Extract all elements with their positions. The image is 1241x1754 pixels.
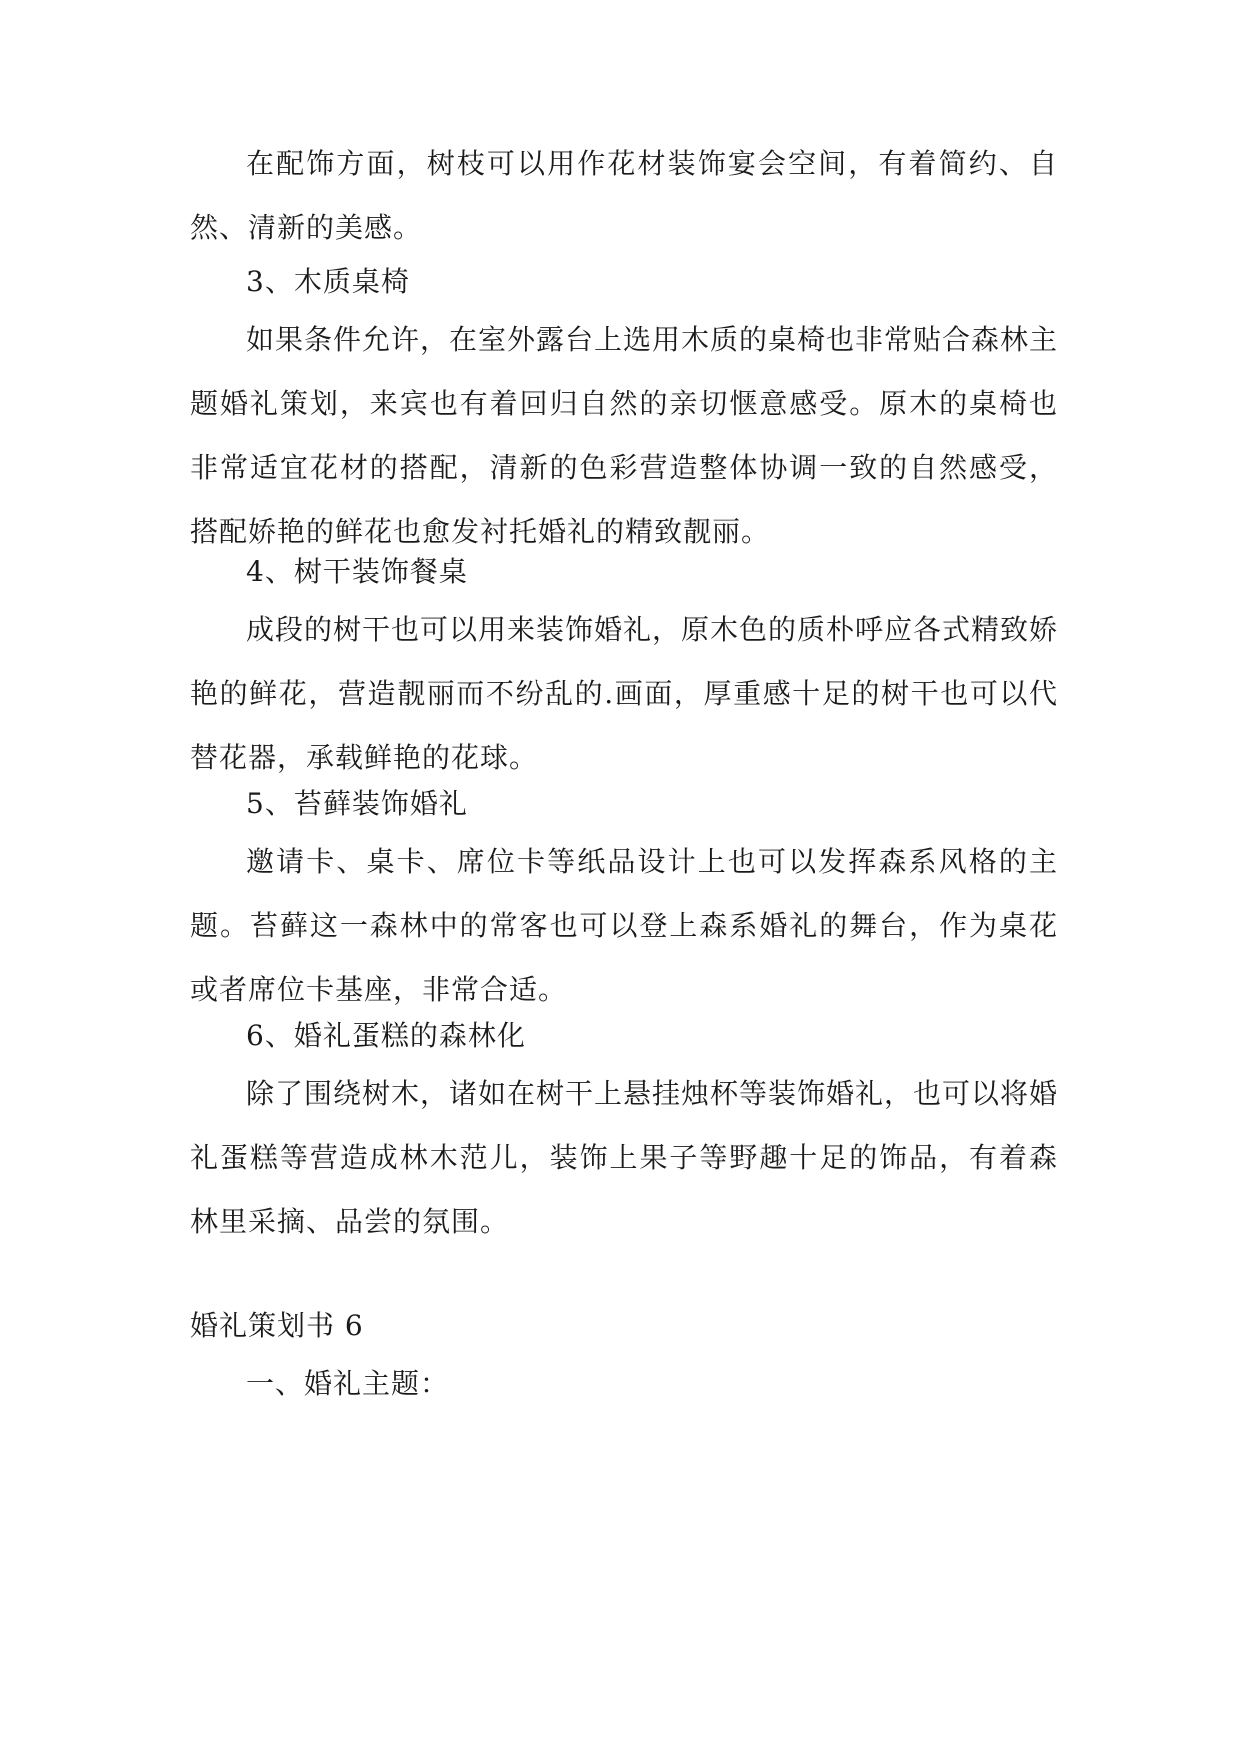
paragraph-moss-decoration: 邀请卡、桌卡、席位卡等纸品设计上也可以发挥森系风格的主题。苔藓这一森林中的常客也可以登上森系婚礼的舞台，作为桌花或者席位卡基座，非常合适。 [190,845,1058,1006]
heading-forest-cake: 6、婚礼蛋糕的森林化 [246,1019,526,1052]
subheading-wedding-theme: 一、婚礼主题： [246,1367,450,1400]
paragraph-tree-trunk-tables: 成段的树干也可以用来装饰婚礼，原木色的质朴呼应各式精致娇艳的鲜花，营造靓丽而不纷乱的.画面，厚重感十足的树干也可以代替花器，承载鲜艳的花球。 [190,613,1059,774]
paragraph-branches-decoration: 在配饰方面，树枝可以用作花材装饰宴会空间，有着简约、自然、清新的美感。 [190,147,1058,244]
heading-wooden-furniture: 3、木质桌椅 [246,265,410,298]
paragraph-forest-cake: 除了围绕树木，诸如在树干上悬挂烛杯等装饰婚礼，也可以将婚礼蛋糕等营造成林木范儿，装饰上果子等野趣十足的饰品，有着森林里采摘、品尝的氛围。 [190,1077,1059,1238]
paragraph-wooden-furniture: 如果条件允许，在室外露台上选用木质的桌椅也非常贴合森林主题婚礼策划，来宾也有着回归自然的亲切惬意感受。原木的桌椅也非常适宜花材的搭配，清新的色彩营造整体协调一致的自然感受，搭配娇艳的鲜花也愈发衬托婚礼的精致靓丽。 [190,323,1059,548]
heading-tree-trunk-tables: 4、树干装饰餐桌 [246,555,468,588]
heading-moss-decoration: 5、苔藓装饰婚礼 [246,787,468,820]
section-title: 婚礼策划书 6 [190,1309,364,1342]
